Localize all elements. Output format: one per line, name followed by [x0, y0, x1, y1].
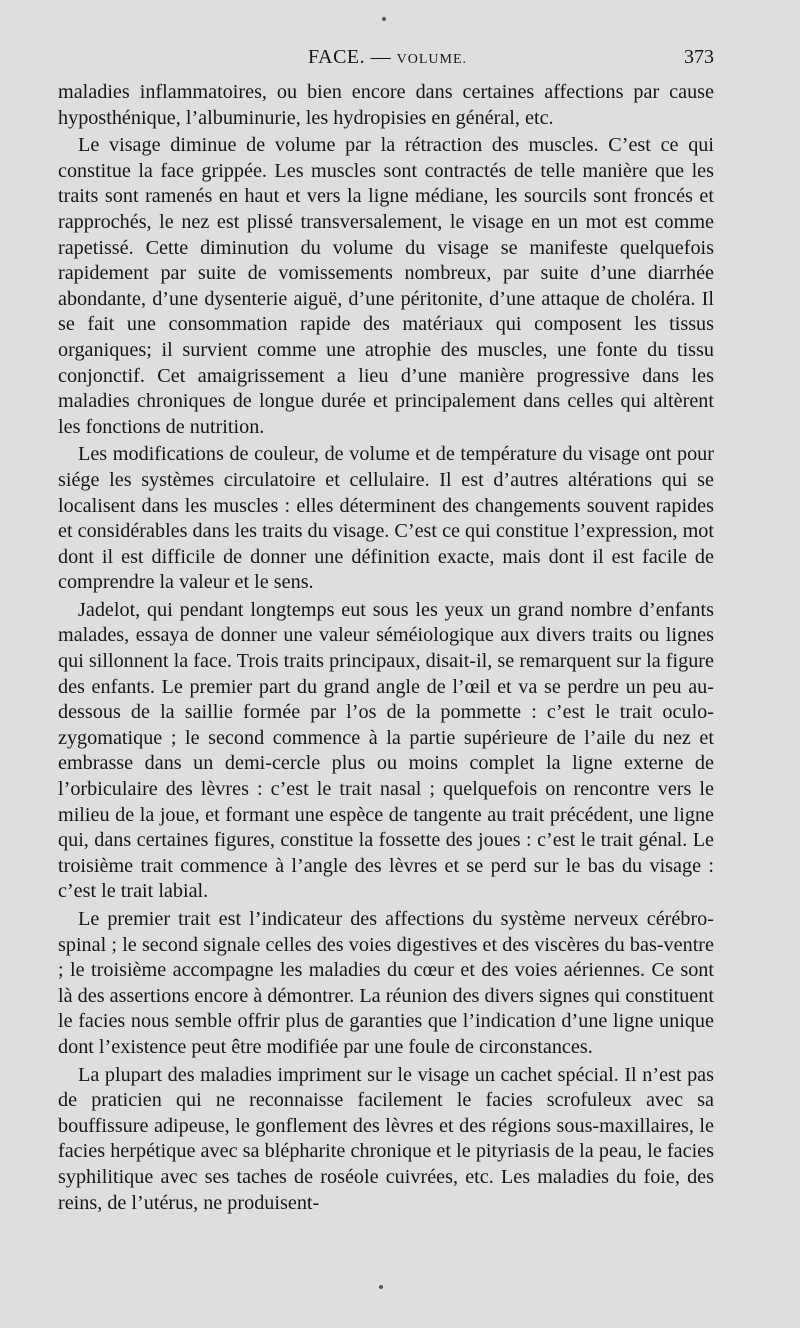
- body-text: [58, 80, 714, 1216]
- running-header: [58, 46, 714, 76]
- ink-speck: [382, 17, 386, 21]
- ink-speck: [379, 1285, 383, 1289]
- running-title: [308, 46, 467, 69]
- paragraph: maladies inflammatoires, ou bien encore dans certaines affections par cause hyposthénique, l’albuminurie, les hydropisies en général, etc.: [58, 81, 714, 129]
- paragraph: Jadelot, qui pendant longtemps eut sous les yeux un grand nombre d’enfants malades, essaya de donner une valeur séméiologique aux divers traits ou lignes qui sillonnent la face. Trois traits principaux, disait-il, se remarquent sur la figure des enfants. Le premier part du grand angle de l’œil et va se perdre un peu au-dessous de la saillie formée par l’os de la pommette : c’est le trait oculo-zygomatique ; le second commence à la partie supérieure de l’aile du nez et embrasse dans un demi-cercle plus ou moins complet la ligne externe de l’orbiculaire des lèvres : c’est le trait nasal ; quelquefois on rencontre vers le milieu de la joue, et formant une espèce de tangente au trait précédent, une ligne qui, dans certaines figures, constitue la fossette des joues : c’est le trait génal. Le troisième trait commence à l’angle des lèvres et se perd sur le bas du visage : c’est le trait labial.: [58, 598, 714, 903]
- paragraph: Le visage diminue de volume par la rétraction des muscles. C’est ce qui constitue la face grippée. Les muscles sont contractés de telle manière que les traits sont ramenés en haut et vers la ligne médiane, les sourcils sont froncés et rapprochés, le nez est plissé transversalement, le visage en un mot est comme rapetissé. Cette diminution du volume du visage se manifeste quelquefois rapidement par suite de vomissements nombreux, par suite d’une diarrhée abondante, d’une dysenterie aiguë, d’une péritonite, d’une attaque de choléra. Il se fait une consommation rapide des matériaux qui composent les tissus organiques; il survient comme une atrophie des muscles, une fonte du tissu conjonctif. Cet amaigrissement a lieu d’une manière progressive dans les maladies chroniques de longue durée et principalement dans celles qui altèrent les fonctions de nutrition.: [58, 134, 714, 438]
- running-title-small: VOLUME.: [396, 52, 468, 67]
- page-number: 373: [684, 46, 714, 68]
- paragraph: La plupart des maladies impriment sur le visage un cachet spécial. Il n’est pas de praticien qui ne reconnaisse facilement le facies scrofuleux avec sa bouffissure adipeuse, le gonflement des lèvres et des régions sous-maxillaires, le facies herpétique avec sa blépharite chronique et le pityriasis de la peau, le facies syphilitique avec ses taches de roséole cuivrées, etc. Les maladies du foie, des reins, de l’utérus, ne produisent-: [58, 1063, 714, 1214]
- paragraph: Les modifications de couleur, de volume et de température du visage ont pour siége les systèmes circulatoire et cellulaire. Il est d’autres altérations qui se localisent dans les muscles : elles déterminent des changements souvent rapides et considérables dans les traits du visage. C’est ce qui constitue l’expression, mot dont il est difficile de donner une définition exacte, mais dont il est facile de comprendre la valeur et le sens.: [58, 443, 714, 594]
- running-title-main: FACE. —: [308, 46, 397, 68]
- paragraph: Le premier trait est l’indicateur des affections du système nerveux cérébro-spinal ; le second signale celles des voies digestives et des viscères du bas-ventre ; le troisième accompagne les maladies du cœur et des voies aériennes. Ce sont là des assertions encore à démontrer. La réunion des divers signes qui constituent le facies nous semble offrir plus de garanties que l’indication d’une ligne unique dont l’existence peut être modifiée par une foule de circonstances.: [58, 908, 714, 1058]
